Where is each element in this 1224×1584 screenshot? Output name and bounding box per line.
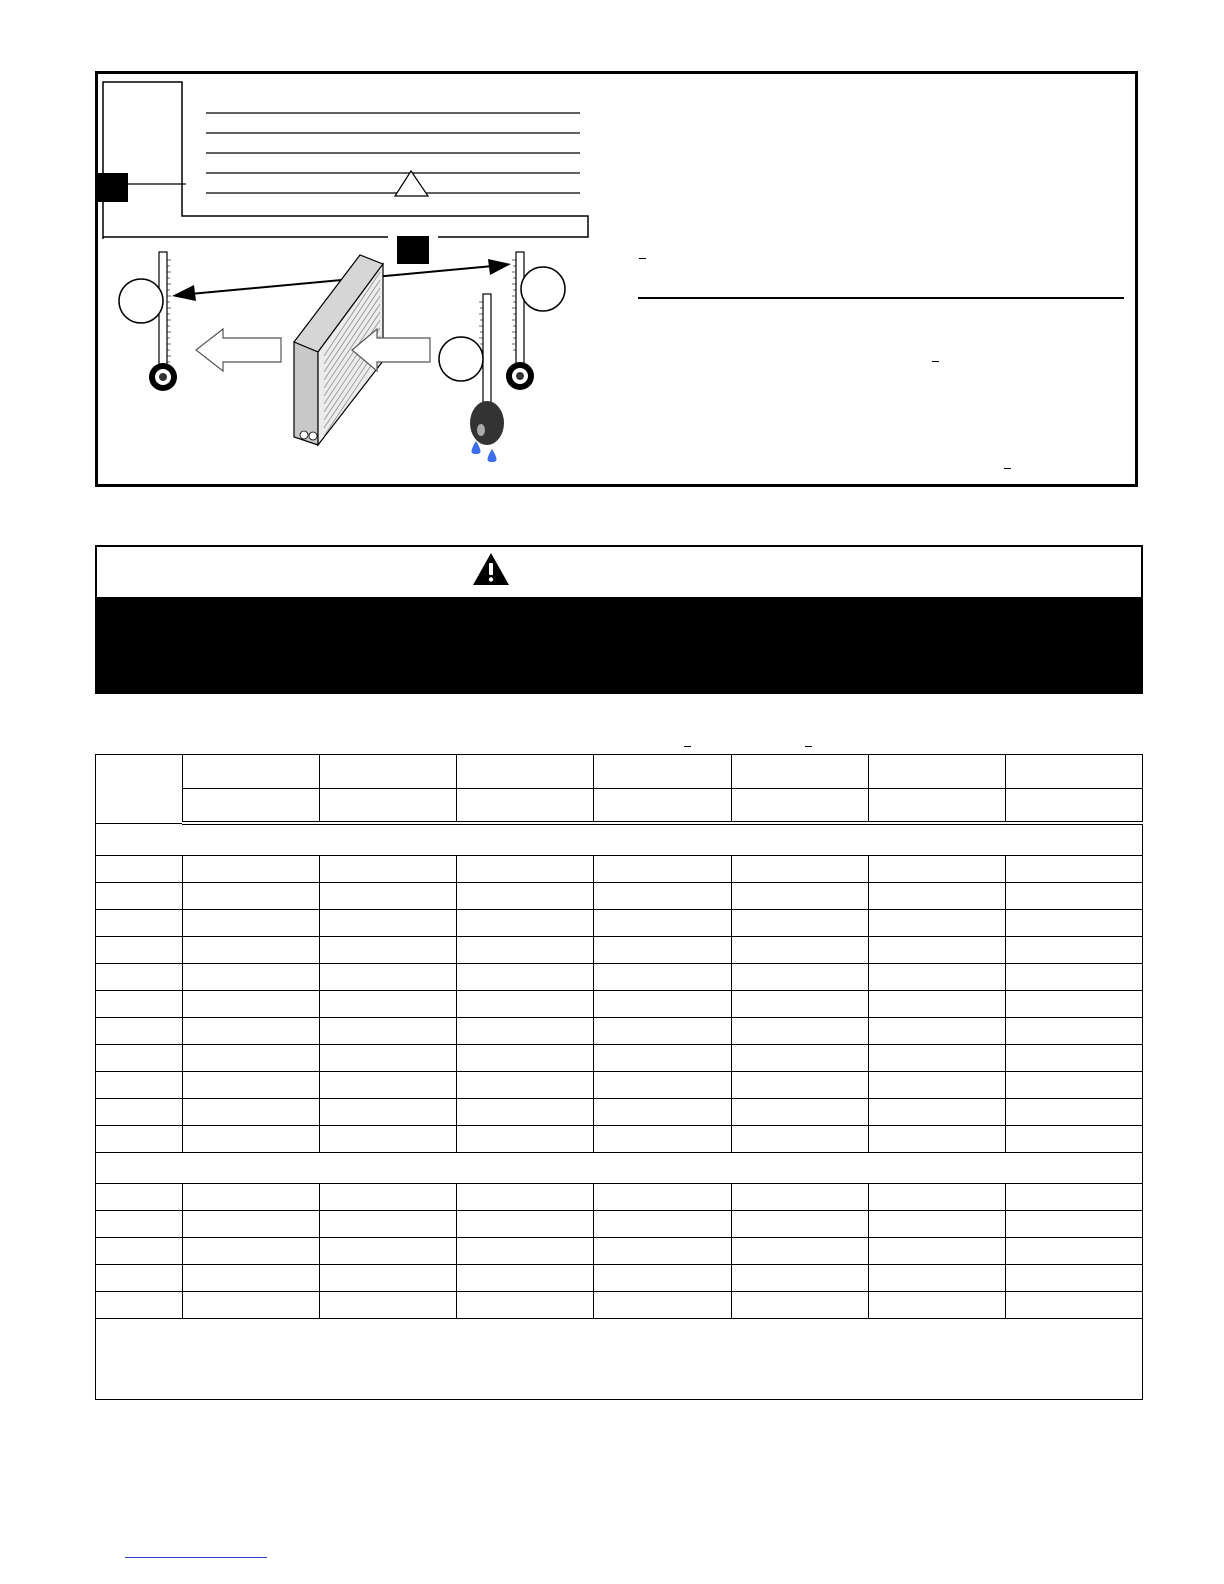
table-cell <box>731 1238 868 1265</box>
table-cell <box>457 1045 594 1072</box>
table-cell <box>320 1265 457 1292</box>
table-cell <box>868 1099 1005 1126</box>
table-cell <box>594 910 731 937</box>
table-cell <box>183 1126 320 1153</box>
table-cell <box>457 910 594 937</box>
table-cell <box>731 991 868 1018</box>
table-cell <box>320 1045 457 1072</box>
table-cell <box>731 1265 868 1292</box>
table-cell <box>731 1211 868 1238</box>
table-cell <box>731 1292 868 1319</box>
table-cell <box>594 991 731 1018</box>
table-cell <box>183 937 320 964</box>
table-cell <box>320 964 457 991</box>
divider-rule <box>638 297 1124 299</box>
table-row <box>96 1126 1143 1153</box>
table-cell <box>96 1018 183 1045</box>
table-cell <box>1005 1292 1142 1319</box>
table-notes <box>96 1319 1143 1400</box>
table-cell <box>320 1072 457 1099</box>
table-cell <box>320 1211 457 1238</box>
table-cell <box>96 1126 183 1153</box>
section-row <box>96 1153 1143 1184</box>
table-cell <box>594 856 731 883</box>
caution-triangle-icon <box>395 171 428 196</box>
table-row <box>96 991 1143 1018</box>
warning-header <box>97 547 1141 596</box>
table-cell <box>594 883 731 910</box>
table-cell <box>868 937 1005 964</box>
table-cell <box>1005 1045 1142 1072</box>
table-cell <box>96 1292 183 1319</box>
table-row <box>96 1184 1143 1211</box>
table-cell <box>96 910 183 937</box>
section-row <box>96 823 1143 856</box>
table-cell <box>868 964 1005 991</box>
table-cell <box>731 964 868 991</box>
airflow-arrow-icon <box>196 329 281 371</box>
table-cell <box>457 991 594 1018</box>
table-cell <box>868 883 1005 910</box>
table-cell <box>96 1238 183 1265</box>
table-cell <box>96 1211 183 1238</box>
table-row <box>96 964 1143 991</box>
table-cell <box>96 991 183 1018</box>
table-cell <box>594 964 731 991</box>
table-cell <box>868 1265 1005 1292</box>
droplet-icon <box>472 441 481 454</box>
table-cell <box>1005 1018 1142 1045</box>
table-row <box>96 1099 1143 1126</box>
footer-link-underline[interactable] <box>125 1557 267 1558</box>
table-cell <box>183 1211 320 1238</box>
table-cell <box>183 1072 320 1099</box>
table-cell <box>594 1265 731 1292</box>
table-cell <box>320 1126 457 1153</box>
table-cell <box>96 1099 183 1126</box>
table-cell <box>1005 1238 1142 1265</box>
header-cell <box>731 789 868 824</box>
table-cell <box>457 1184 594 1211</box>
table-cell <box>731 856 868 883</box>
table-cell <box>457 1238 594 1265</box>
table-cell <box>96 964 183 991</box>
table-cell <box>594 1126 731 1153</box>
table-cell <box>183 883 320 910</box>
dash-mark <box>932 361 939 362</box>
table-row <box>96 910 1143 937</box>
warning-triangle-icon <box>472 552 510 586</box>
table-row <box>96 1045 1143 1072</box>
table-cell <box>594 1072 731 1099</box>
table-cell <box>868 856 1005 883</box>
header-cell <box>457 755 594 789</box>
cabinet-outline <box>103 82 588 239</box>
table-row <box>96 1292 1143 1319</box>
table-cell <box>594 1238 731 1265</box>
table-cell <box>731 937 868 964</box>
marker-box-left <box>98 173 128 202</box>
table-row <box>96 937 1143 964</box>
table-cell <box>731 1072 868 1099</box>
table-cell <box>457 937 594 964</box>
table-cell <box>183 1018 320 1045</box>
table-cell <box>1005 964 1142 991</box>
droplet-icon <box>488 449 497 462</box>
table-cell <box>594 1018 731 1045</box>
table-cell <box>868 910 1005 937</box>
table-cell <box>183 964 320 991</box>
table-cell <box>868 991 1005 1018</box>
table-cell <box>1005 1072 1142 1099</box>
table-cell <box>594 1045 731 1072</box>
table-cell <box>320 856 457 883</box>
layer-lines <box>206 113 580 193</box>
table-cell <box>594 1099 731 1126</box>
header-cell <box>457 789 594 824</box>
notes-row <box>96 1319 1143 1400</box>
table-cell <box>594 937 731 964</box>
dash-mark <box>805 746 812 747</box>
warning-body <box>97 597 1141 692</box>
table-cell <box>457 1265 594 1292</box>
table-cell <box>731 1126 868 1153</box>
header-cell <box>868 789 1005 824</box>
table-cell <box>1005 991 1142 1018</box>
table-cell <box>183 991 320 1018</box>
figure-panel <box>95 71 1138 487</box>
callout-circle-right <box>521 267 565 311</box>
table-cell <box>868 1045 1005 1072</box>
table-cell <box>96 1184 183 1211</box>
table-row <box>96 883 1143 910</box>
table-cell <box>457 1211 594 1238</box>
dash-mark <box>639 258 646 259</box>
table-cell <box>96 1045 183 1072</box>
table-cell <box>594 1292 731 1319</box>
table-row <box>96 856 1143 883</box>
header-row <box>96 755 1143 789</box>
table-cell <box>320 1018 457 1045</box>
table-cell <box>457 964 594 991</box>
table-cell <box>868 1211 1005 1238</box>
header-cell <box>320 755 457 789</box>
marker-box-center <box>397 236 429 264</box>
table-row <box>96 1211 1143 1238</box>
table-cell <box>320 1238 457 1265</box>
table-cell <box>320 1184 457 1211</box>
section-label <box>96 1153 1143 1184</box>
table-row <box>96 1265 1143 1292</box>
table-cell <box>1005 1099 1142 1126</box>
dash-mark <box>1004 468 1011 469</box>
table-cell <box>320 1292 457 1319</box>
table-cell <box>183 1184 320 1211</box>
header-cell <box>183 789 320 824</box>
table-cell <box>183 856 320 883</box>
dash-mark <box>684 746 691 747</box>
header-cell <box>96 755 183 824</box>
header-row <box>96 789 1143 824</box>
callout-circle-center <box>439 337 483 381</box>
table-cell <box>868 1072 1005 1099</box>
table-cell <box>1005 856 1142 883</box>
table-cell <box>731 1018 868 1045</box>
table-cell <box>96 1265 183 1292</box>
table-cell <box>731 1184 868 1211</box>
table-cell <box>731 910 868 937</box>
thermometer-icon <box>149 252 177 391</box>
table-cell <box>594 1184 731 1211</box>
table-cell <box>1005 1126 1142 1153</box>
header-cell <box>731 755 868 789</box>
table-cell <box>868 1238 1005 1265</box>
header-cell <box>1005 755 1142 789</box>
table-cell <box>457 1292 594 1319</box>
table-cell <box>594 1211 731 1238</box>
header-cell <box>594 755 731 789</box>
table-cell <box>183 1292 320 1319</box>
table-cell <box>183 1045 320 1072</box>
table-row <box>96 1018 1143 1045</box>
table-cell <box>868 1126 1005 1153</box>
table-row <box>96 1072 1143 1099</box>
table-cell <box>1005 1265 1142 1292</box>
table-cell <box>1005 937 1142 964</box>
header-cell <box>594 789 731 824</box>
table-cell <box>868 1292 1005 1319</box>
table-cell <box>320 937 457 964</box>
table-cell <box>868 1184 1005 1211</box>
coil-temperature-diagram <box>98 74 1135 484</box>
table-cell <box>457 1126 594 1153</box>
table-cell <box>183 1099 320 1126</box>
table-cell <box>457 883 594 910</box>
table-cell <box>731 1045 868 1072</box>
table-cell <box>96 883 183 910</box>
table-cell <box>96 856 183 883</box>
table-cell <box>868 1018 1005 1045</box>
data-table <box>95 754 1143 1418</box>
table-cell <box>183 910 320 937</box>
section-label <box>96 823 1143 856</box>
table-cell <box>96 937 183 964</box>
table-cell <box>1005 1211 1142 1238</box>
table-cell <box>457 1018 594 1045</box>
table-cell <box>320 1099 457 1126</box>
table-cell <box>731 883 868 910</box>
table-cell <box>183 1238 320 1265</box>
header-cell <box>868 755 1005 789</box>
table-cell <box>1005 910 1142 937</box>
header-cell <box>1005 789 1142 824</box>
table-cell <box>1005 1184 1142 1211</box>
table-cell <box>457 856 594 883</box>
table-cell <box>183 1265 320 1292</box>
header-cell <box>183 755 320 789</box>
table-cell <box>457 1072 594 1099</box>
table-cell <box>320 910 457 937</box>
table-cell <box>457 1099 594 1126</box>
table-cell <box>731 1099 868 1126</box>
table-cell <box>96 1072 183 1099</box>
table-cell <box>320 991 457 1018</box>
table-cell <box>1005 883 1142 910</box>
table-row <box>96 1238 1143 1265</box>
warning-box <box>95 545 1143 694</box>
callout-circle-left <box>119 279 163 323</box>
table-cell <box>320 883 457 910</box>
header-cell <box>320 789 457 824</box>
